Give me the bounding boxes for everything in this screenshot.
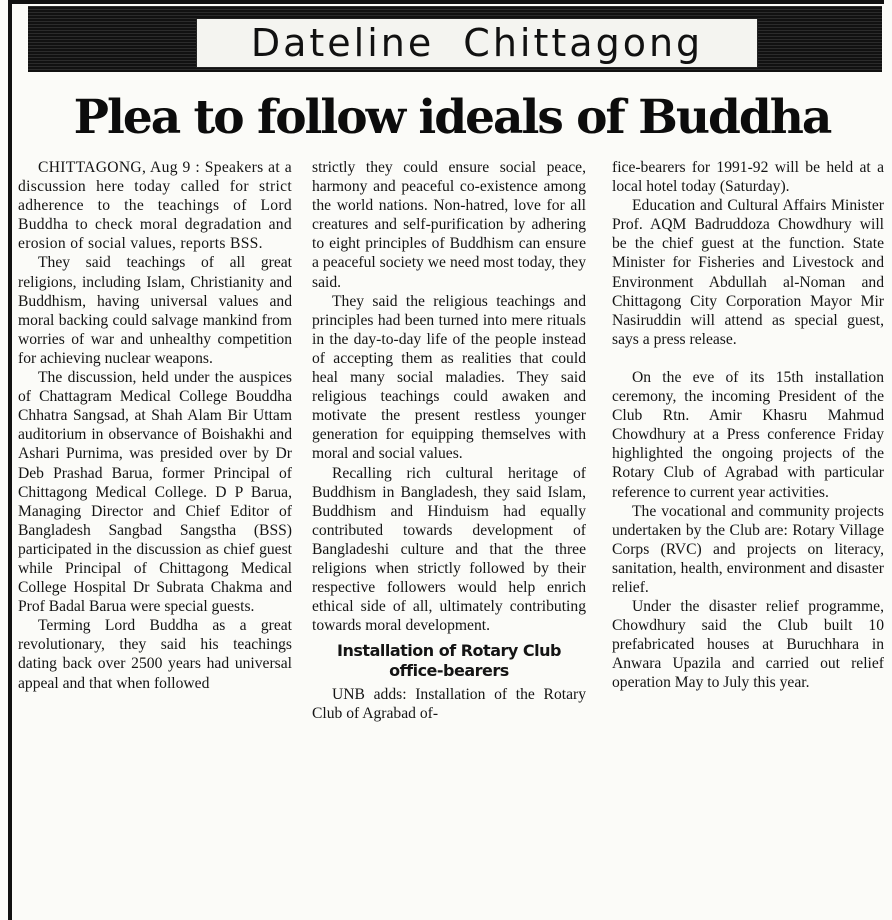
article-column-2	[312, 158, 586, 918]
sub-headline: Installation of Rotary Club office-bearers	[337, 641, 561, 681]
banner-plate	[196, 18, 758, 68]
paragraph: CHITTAGONG, Aug 9 : Speakers at a discussion here today called for strict adherence to the teachings of Lord Buddha to check moral degradation and erosion of social values, reports BSS.	[18, 159, 292, 253]
paragraph: The vocational and community projects undertaken by the Club are: Rotary Village Corps (RVC) and projects on literacy, sanitation, health, environment and disaster relief.	[612, 502, 884, 596]
article-headline: Plea to follow ideals of Buddha	[73, 90, 831, 145]
paragraph: Terming Lord Buddha as a great revolutionary, they said his teachings dating back over 2500 years had universal appeal and that when followed	[18, 617, 292, 692]
top-rule	[8, 0, 884, 4]
paragraph: They said the religious teachings and principles had been turned into mere rituals in the day-to-day life of the people instead of accepting them as realities that could heal many social maladies. They said religious teachings could awaken and motivate the present restless younger generation for equipping themselves with moral and social values.	[312, 292, 586, 463]
section-banner	[28, 6, 882, 72]
paragraph: strictly they could ensure social peace, harmony and peaceful co-existence among the world nations. Non-hatred, love for all creatures and self-purification by adhering to eight principles of Buddhism can ensure a peaceful society we need most today, they said.	[312, 159, 586, 291]
paragraph: Education and Cultural Affairs Minister Prof. AQM Badruddoza Chowdhury will be the chief guest at the function. State Minister for Fisheries and Livestock and Environment Abdullah al-Noman and Chittagong City Corporation Mayor Mir Nasiruddin will attend as special guest, says a press release.	[612, 197, 884, 348]
paragraph: Recalling rich cultural heritage of Buddhism in Bangladesh, they said Islam, Buddhism and Hinduism had equally contributed towards development of Bangladeshi culture and that the three religions when strictly followed by their respective followers would help enrich ethical side of all, ultimately contributing towards moral development.	[312, 464, 586, 635]
paragraph: UNB adds: Installation of the Rotary Club of Agrabad of-	[312, 686, 586, 723]
article-column-1	[18, 158, 292, 918]
paragraph: Under the disaster relief programme, Chowdhury said the Club built 10 prefabricated houses at Buruchhara in Anwara Upazila and carried out relief operation May to July this year.	[612, 598, 884, 692]
paragraph: fice-bearers for 1991-92 will be held at a local hotel today (Saturday).	[612, 159, 884, 196]
banner-title: Dateline Chittagong	[250, 21, 704, 65]
article-column-3	[612, 158, 884, 918]
paragraph: The discussion, held under the auspices of Chattagram Medical College Bouddha Chhatra Sangsad, at Shah Alam Bir Uttam auditorium in observance of Boishakhi and Ashari Purnima, was presided over by Dr Deb Prashad Barua, former Principal of Chittagong Medical College. D P Barua, Managing Director and Chief Editor of Bangladesh Sangbad Sangstha (BSS) participated in the discussion as chief guest while Principal of Chittagong Medical College Hospital Dr Subrata Chakma and Prof Badal Barua were special guests.	[18, 369, 292, 616]
paragraph: On the eve of its 15th installation ceremony, the incoming President of the Club Rtn. Amir Khasru Mahmud Chowdhury at a Press conference Friday highlighted the ongoing projects of the Rotary Club of Agrabad with particular reference to current year activities.	[612, 368, 884, 501]
left-border	[8, 0, 12, 920]
paragraph: They said teachings of all great religions, including Islam, Christianity and Buddhism, having universal values and moral backing could salvage mankind from worries of war and unhealthy competition for achieving nuclear weapons.	[18, 254, 292, 367]
